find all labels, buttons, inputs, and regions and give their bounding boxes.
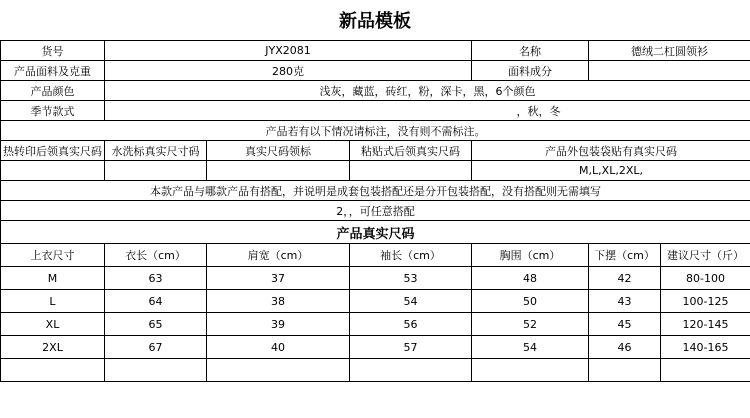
empty-cell[interactable] — [1, 359, 105, 382]
empty-cell[interactable] — [105, 359, 207, 382]
empty-cell[interactable] — [589, 359, 661, 382]
matching-value-row — [1, 201, 750, 221]
size-cell[interactable]: 48 — [472, 267, 589, 290]
matching-value[interactable]: 2，，可任意搭配 — [1, 201, 750, 221]
season-label: 季节款式 — [1, 101, 105, 121]
empty-cell[interactable] — [350, 359, 472, 382]
size-header-sleeve: 袖长（cm） — [350, 244, 472, 267]
fabric-row — [1, 61, 750, 81]
size-section-row — [1, 221, 750, 244]
size-header-shoulder: 肩宽（cm） — [207, 244, 350, 267]
size-cell[interactable]: 63 — [105, 267, 207, 290]
fabric-weight-value[interactable]: 280克 — [105, 61, 472, 81]
label-value-wash-label[interactable] — [105, 161, 207, 181]
size-cell[interactable]: 100-125 — [661, 290, 750, 313]
empty-cell[interactable] — [661, 359, 750, 382]
matching-note: 本款产品与哪款产品有搭配，并说明是成套包装搭配还是分开包装搭配，没有搭配则无需填写 — [1, 181, 750, 201]
fabric-composition-value[interactable] — [589, 61, 750, 81]
size-header-size: 上衣尺寸 — [1, 244, 105, 267]
size-cell[interactable]: 64 — [105, 290, 207, 313]
title-row — [0, 0, 750, 40]
size-cell[interactable]: 67 — [105, 336, 207, 359]
page-title: 新品模板 — [339, 11, 411, 32]
label-header-sticker: 粘贴式后领真实尺码 — [350, 141, 472, 161]
size-cell[interactable]: 50 — [472, 290, 589, 313]
size-cell[interactable]: 52 — [472, 313, 589, 336]
size-cell[interactable]: 140-165 — [661, 336, 750, 359]
size-header-chest: 胸围（cm） — [472, 244, 589, 267]
size-cell[interactable]: 42 — [589, 267, 661, 290]
size-row — [1, 267, 750, 290]
size-header-recommended: 建议尺寸（斤） — [661, 244, 750, 267]
label-value-sticker[interactable] — [350, 161, 472, 181]
size-cell[interactable]: 43 — [589, 290, 661, 313]
size-cell[interactable]: 56 — [350, 313, 472, 336]
size-cell[interactable]: 46 — [589, 336, 661, 359]
label-header-package: 产品外包装袋贴有真实尺码 — [472, 141, 750, 161]
size-cell[interactable]: 53 — [350, 267, 472, 290]
size-row — [1, 290, 750, 313]
fabric-weight-label: 产品面料及克重 — [1, 61, 105, 81]
name-label: 名称 — [472, 41, 589, 61]
season-value[interactable]: ，秋，冬 — [105, 101, 750, 121]
matching-note-row — [1, 181, 750, 201]
product-table — [0, 40, 750, 382]
label-value-heat-transfer[interactable] — [1, 161, 105, 181]
size-cell[interactable]: 40 — [207, 336, 350, 359]
fabric-composition-label: 面料成分 — [472, 61, 589, 81]
size-cell[interactable]: XL — [1, 313, 105, 336]
label-value-size-label[interactable] — [207, 161, 350, 181]
size-header-hem: 下摆（cm） — [589, 244, 661, 267]
empty-cell[interactable] — [472, 359, 589, 382]
item-no-row — [1, 41, 750, 61]
size-cell[interactable]: 45 — [589, 313, 661, 336]
notice-row — [1, 121, 750, 141]
label-header-wash-label: 水洗标真实尺寸码 — [105, 141, 207, 161]
size-cell[interactable]: L — [1, 290, 105, 313]
notice-text: 产品若有以下情况请标注，没有则不需标注。 — [1, 121, 750, 141]
label-header-size-label: 真实尺码领标 — [207, 141, 350, 161]
item-no-value[interactable]: JYX2081 — [105, 41, 472, 61]
size-cell[interactable]: M — [1, 267, 105, 290]
name-value[interactable]: 德绒二杠圆领衫 — [589, 41, 750, 61]
size-cell[interactable]: 54 — [472, 336, 589, 359]
size-header-row — [1, 244, 750, 267]
color-value[interactable]: 浅灰，藏蓝，砖红，粉，深卡，黑，6个颜色 — [105, 81, 750, 101]
size-cell[interactable]: 57 — [350, 336, 472, 359]
label-value-package[interactable]: M,L,XL,2XL, — [472, 161, 750, 181]
size-section-title: 产品真实尺码 — [1, 221, 750, 244]
label-header-heat-transfer: 热转印后领真实尺码 — [1, 141, 105, 161]
color-label: 产品颜色 — [1, 81, 105, 101]
size-cell[interactable]: 80-100 — [661, 267, 750, 290]
label-value-row — [1, 161, 750, 181]
size-cell[interactable]: 2XL — [1, 336, 105, 359]
size-cell[interactable]: 38 — [207, 290, 350, 313]
size-cell[interactable]: 37 — [207, 267, 350, 290]
size-cell[interactable]: 54 — [350, 290, 472, 313]
color-row — [1, 81, 750, 101]
empty-row — [1, 359, 750, 382]
size-cell[interactable]: 39 — [207, 313, 350, 336]
size-header-length: 衣长（cm） — [105, 244, 207, 267]
season-row — [1, 101, 750, 121]
size-row — [1, 336, 750, 359]
size-cell[interactable]: 120-145 — [661, 313, 750, 336]
item-no-label: 货号 — [1, 41, 105, 61]
label-header-row — [1, 141, 750, 161]
size-cell[interactable]: 65 — [105, 313, 207, 336]
size-row — [1, 313, 750, 336]
empty-cell[interactable] — [207, 359, 350, 382]
